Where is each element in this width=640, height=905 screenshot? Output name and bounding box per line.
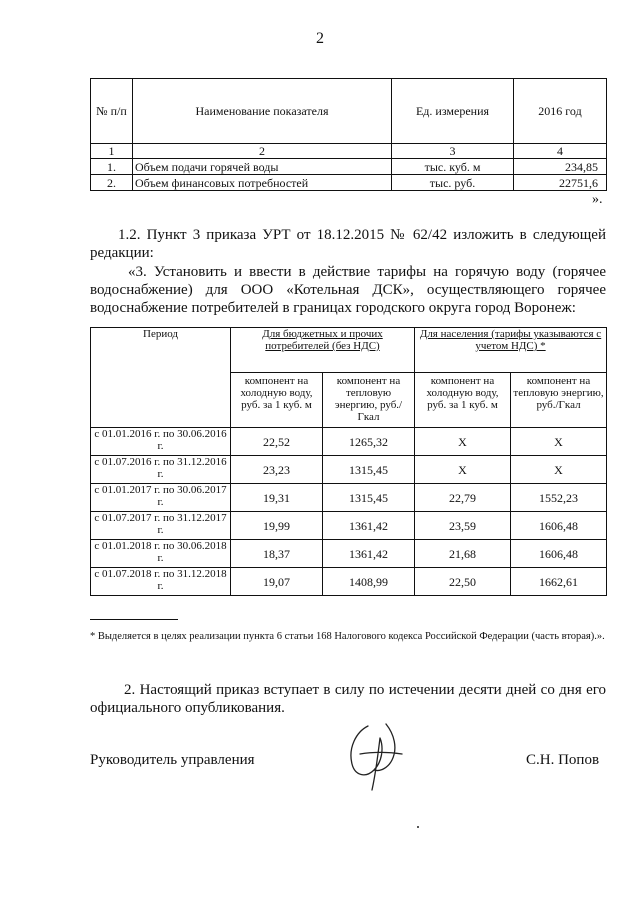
- header-cell: № п/п: [91, 79, 133, 144]
- budget-heat-value: 1315,45: [323, 484, 415, 512]
- population-heat-value: 1606,48: [511, 512, 607, 540]
- period-cell: с 01.01.2016 г. по 30.06.2016 г.: [91, 428, 231, 456]
- budget-cold-value: 23,23: [231, 456, 323, 484]
- population-cold-value: 21,68: [415, 540, 511, 568]
- row-number: 2.: [91, 175, 133, 191]
- population-cold-value: 22,50: [415, 568, 511, 596]
- subheader-heat-energy: компонент на тепловую энергию, руб./Гкал: [511, 373, 607, 428]
- subheader-cold-water: компонент на холодную воду, руб. за 1 куб. м: [415, 373, 511, 428]
- period-cell: с 01.07.2018 г. по 31.12.2018 г.: [91, 568, 231, 596]
- table-row: [91, 159, 607, 175]
- budget-heat-value: 1408,99: [323, 568, 415, 596]
- budget-cold-value: 22,52: [231, 428, 323, 456]
- population-cold-value: 23,59: [415, 512, 511, 540]
- footnote-separator: [90, 619, 178, 620]
- column-number: 1: [91, 144, 133, 159]
- table-row: [91, 484, 607, 512]
- population-heat-value: 1662,61: [511, 568, 607, 596]
- scan-dot: [417, 826, 419, 828]
- paragraph-1-2: 1.2. Пункт 3 приказа УРТ от 18.12.2015 № 62/42 изложить в следующей редакции:: [90, 227, 606, 261]
- table-row: [91, 512, 607, 540]
- header-cell: Наименование показателя: [133, 79, 392, 144]
- indicator-unit: тыс. куб. м: [392, 159, 514, 175]
- page-number: 2: [316, 30, 324, 47]
- column-number: 2: [133, 144, 392, 159]
- table-row: [91, 568, 607, 596]
- population-heat-value: Х: [511, 456, 607, 484]
- footnote: * Выделяется в целях реализации пункта 6 статьи 168 Налогового кодекса Российской Федерации (часть вторая).».: [90, 631, 605, 642]
- period-header: Период: [91, 328, 231, 428]
- budget-cold-value: 19,31: [231, 484, 323, 512]
- indicator-value: 22751,6: [514, 175, 607, 191]
- indicator-name: Объем подачи горячей воды: [133, 159, 392, 175]
- row-number: 1.: [91, 159, 133, 175]
- indicators-table: [90, 78, 607, 191]
- budget-heat-value: 1361,42: [323, 540, 415, 568]
- header-cell: Ед. измерения: [392, 79, 514, 144]
- period-cell: с 01.07.2016 г. по 31.12.2016 г.: [91, 456, 231, 484]
- indicator-unit: тыс. руб.: [392, 175, 514, 191]
- tariff-header-row: [91, 328, 607, 373]
- budget-cold-value: 18,37: [231, 540, 323, 568]
- population-cold-value: 22,79: [415, 484, 511, 512]
- table-row: [91, 428, 607, 456]
- population-cold-value: Х: [415, 428, 511, 456]
- period-cell: с 01.01.2017 г. по 30.06.2017 г.: [91, 484, 231, 512]
- signer-name: С.Н. Попов: [526, 752, 600, 768]
- quote-closing: ».: [592, 192, 603, 207]
- budget-cold-value: 19,99: [231, 512, 323, 540]
- population-heat-value: 1606,48: [511, 540, 607, 568]
- period-cell: с 01.07.2017 г. по 31.12.2017 г.: [91, 512, 231, 540]
- period-cell: с 01.01.2018 г. по 30.06.2018 г.: [91, 540, 231, 568]
- column-number-row: [91, 144, 607, 159]
- population-heat-value: 1552,23: [511, 484, 607, 512]
- table-row: [91, 456, 607, 484]
- subheader-cold-water: компонент на холодную воду, руб. за 1 куб. м: [231, 373, 323, 428]
- column-number: 3: [392, 144, 514, 159]
- budget-cold-value: 19,07: [231, 568, 323, 596]
- population-heat-value: Х: [511, 428, 607, 456]
- paragraph-3: «3. Установить и ввести в действие тарифы на горячую воду (горячее водоснабжение) для ООО «Котельная ДСК», осуществляющего горячее водоснабжение потребителей в границах городского округа город Воронеж:: [90, 264, 606, 316]
- indicator-name: Объем финансовых потребностей: [133, 175, 392, 191]
- paragraph-2: 2. Настоящий приказ вступает в силу по истечении десяти дней со дня его официального опубликования.: [90, 682, 606, 716]
- table-row: [91, 540, 607, 568]
- budget-heat-value: 1265,32: [323, 428, 415, 456]
- tariff-table: [90, 327, 607, 596]
- table-row: [91, 175, 607, 191]
- population-group-header: Для населения (тарифы указываются с учетом НДС) *: [415, 328, 607, 373]
- signer-title: Руководитель управления: [90, 752, 255, 768]
- column-number: 4: [514, 144, 607, 159]
- indicators-header-row: [91, 79, 607, 144]
- budget-group-header: Для бюджетных и прочих потребителей (без НДС): [231, 328, 415, 373]
- budget-heat-value: 1315,45: [323, 456, 415, 484]
- indicator-value: 234,85: [514, 159, 607, 175]
- header-cell: 2016 год: [514, 79, 607, 144]
- subheader-heat-energy: компонент на тепловую энергию, руб./Гкал: [323, 373, 415, 428]
- budget-heat-value: 1361,42: [323, 512, 415, 540]
- signature-mark: [338, 718, 410, 794]
- population-cold-value: Х: [415, 456, 511, 484]
